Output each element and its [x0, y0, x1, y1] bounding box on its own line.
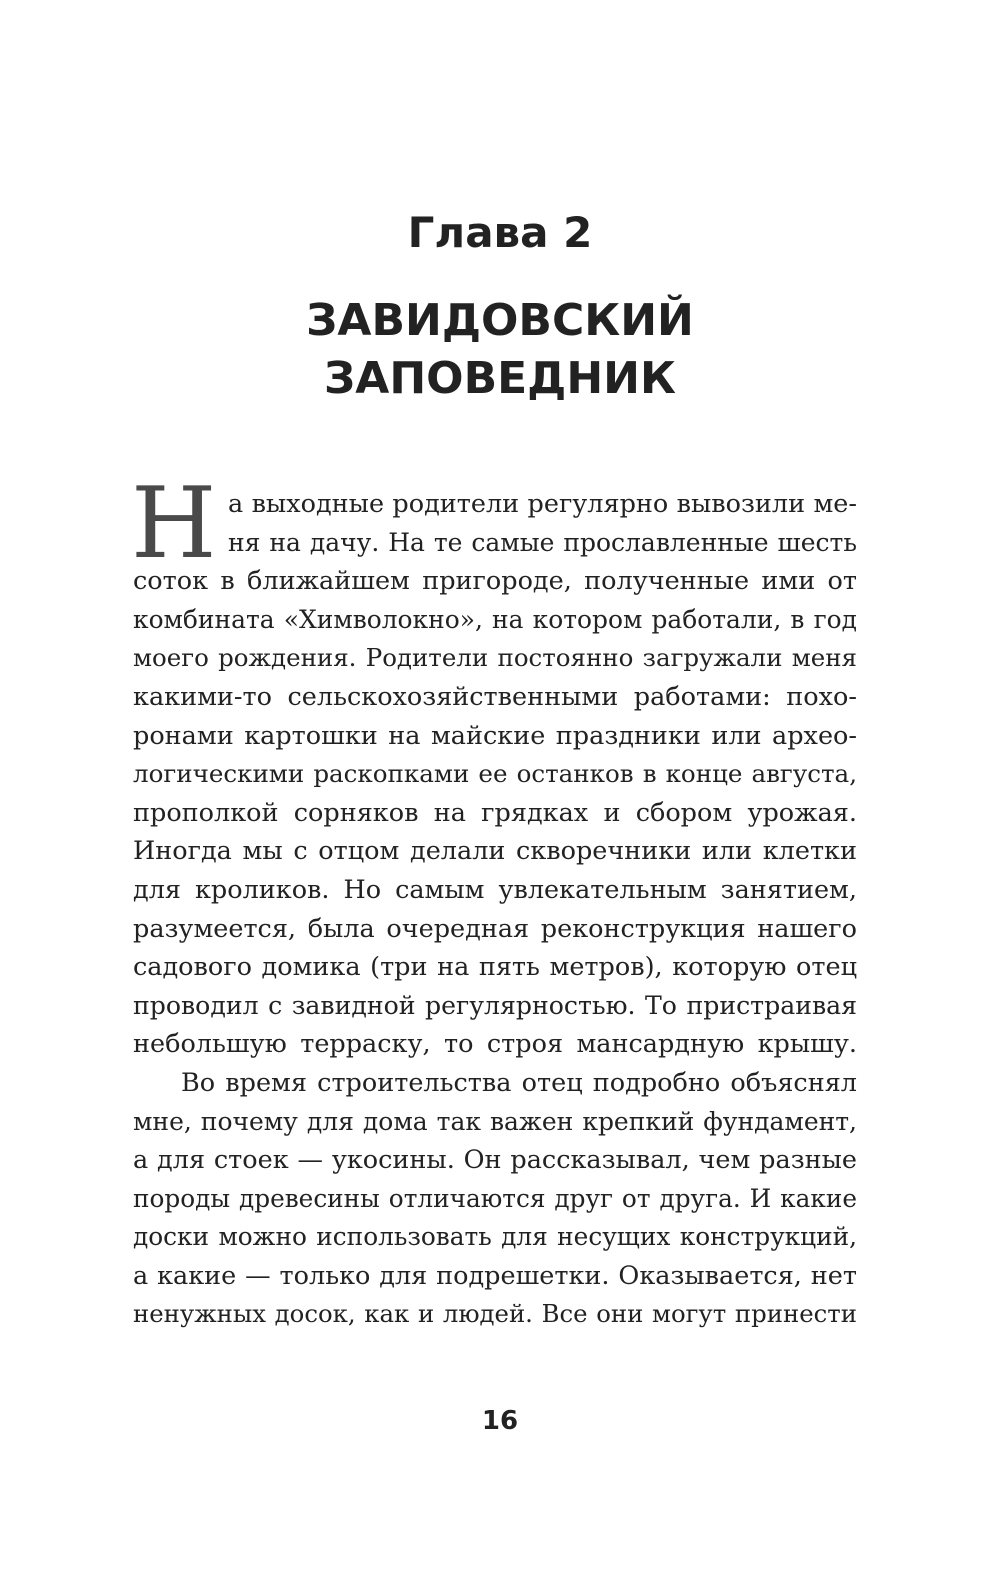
text-line: проводил с завидной регулярностью. То пристраивая	[133, 990, 857, 1020]
text-line: доски можно использовать для несущих конструкций,	[133, 1222, 857, 1252]
text-line: а выходные родители регулярно вывозили ме-	[228, 489, 857, 519]
text-line: комбината «Химволокно», на котором работали, в год	[133, 604, 857, 634]
text-line: логическими раскопками ее останков в конце августа,	[133, 759, 857, 789]
text-line: мне, почему для дома так важен крепкий фундамент,	[133, 1106, 857, 1136]
text-line: Во время строительства отец подробно объяснял	[181, 1067, 857, 1098]
text-line: соток в ближайшем пригороде, полученные ими от	[133, 566, 857, 597]
text-line: ненужных досок, как и людей. Все они могут принести	[133, 1299, 857, 1329]
text-line: моего рождения. Родители постоянно загружали меня	[133, 643, 857, 673]
text-line: разумеется, была очередная реконструкция нашего	[133, 913, 857, 944]
text-line: прополкой сорняков на грядках и сбором урожая.	[133, 797, 857, 828]
text-line: а какие — только для подрешетки. Оказывается, нет	[133, 1260, 857, 1291]
text-line: небольшую терраску, то строя мансардную крышу.	[133, 1029, 857, 1060]
chapter-number: Глава 2	[407, 208, 593, 257]
text-line: ронами картошки на майские праздники или архео-	[133, 720, 857, 751]
chapter-title-line: ЗАВИДОВСКИЙ	[306, 295, 694, 346]
page-number: 16	[481, 1406, 519, 1436]
text-line: для кроликов. Но самым увлекательным занятием,	[133, 874, 857, 905]
text-line: породы древесины отличаются друг от друга. И какие	[133, 1183, 857, 1213]
text-line: Иногда мы с отцом делали скворечники или клетки	[133, 836, 857, 867]
text-line: садового домика (три на пять метров), которую отец	[133, 952, 857, 983]
text-line: ня на дачу. На те самые прославленные шесть	[228, 527, 857, 557]
text-line: а для стоек — укосины. Он рассказывал, чем разные	[133, 1145, 857, 1176]
body-text	[131, 467, 857, 1334]
text-line: какими-то сельскохозяйственными работами: похо-	[133, 681, 857, 712]
drop-cap: Н	[131, 467, 217, 581]
chapter-title	[0, 292, 1000, 408]
chapter-title-line: ЗАПОВЕДНИК	[324, 353, 676, 404]
